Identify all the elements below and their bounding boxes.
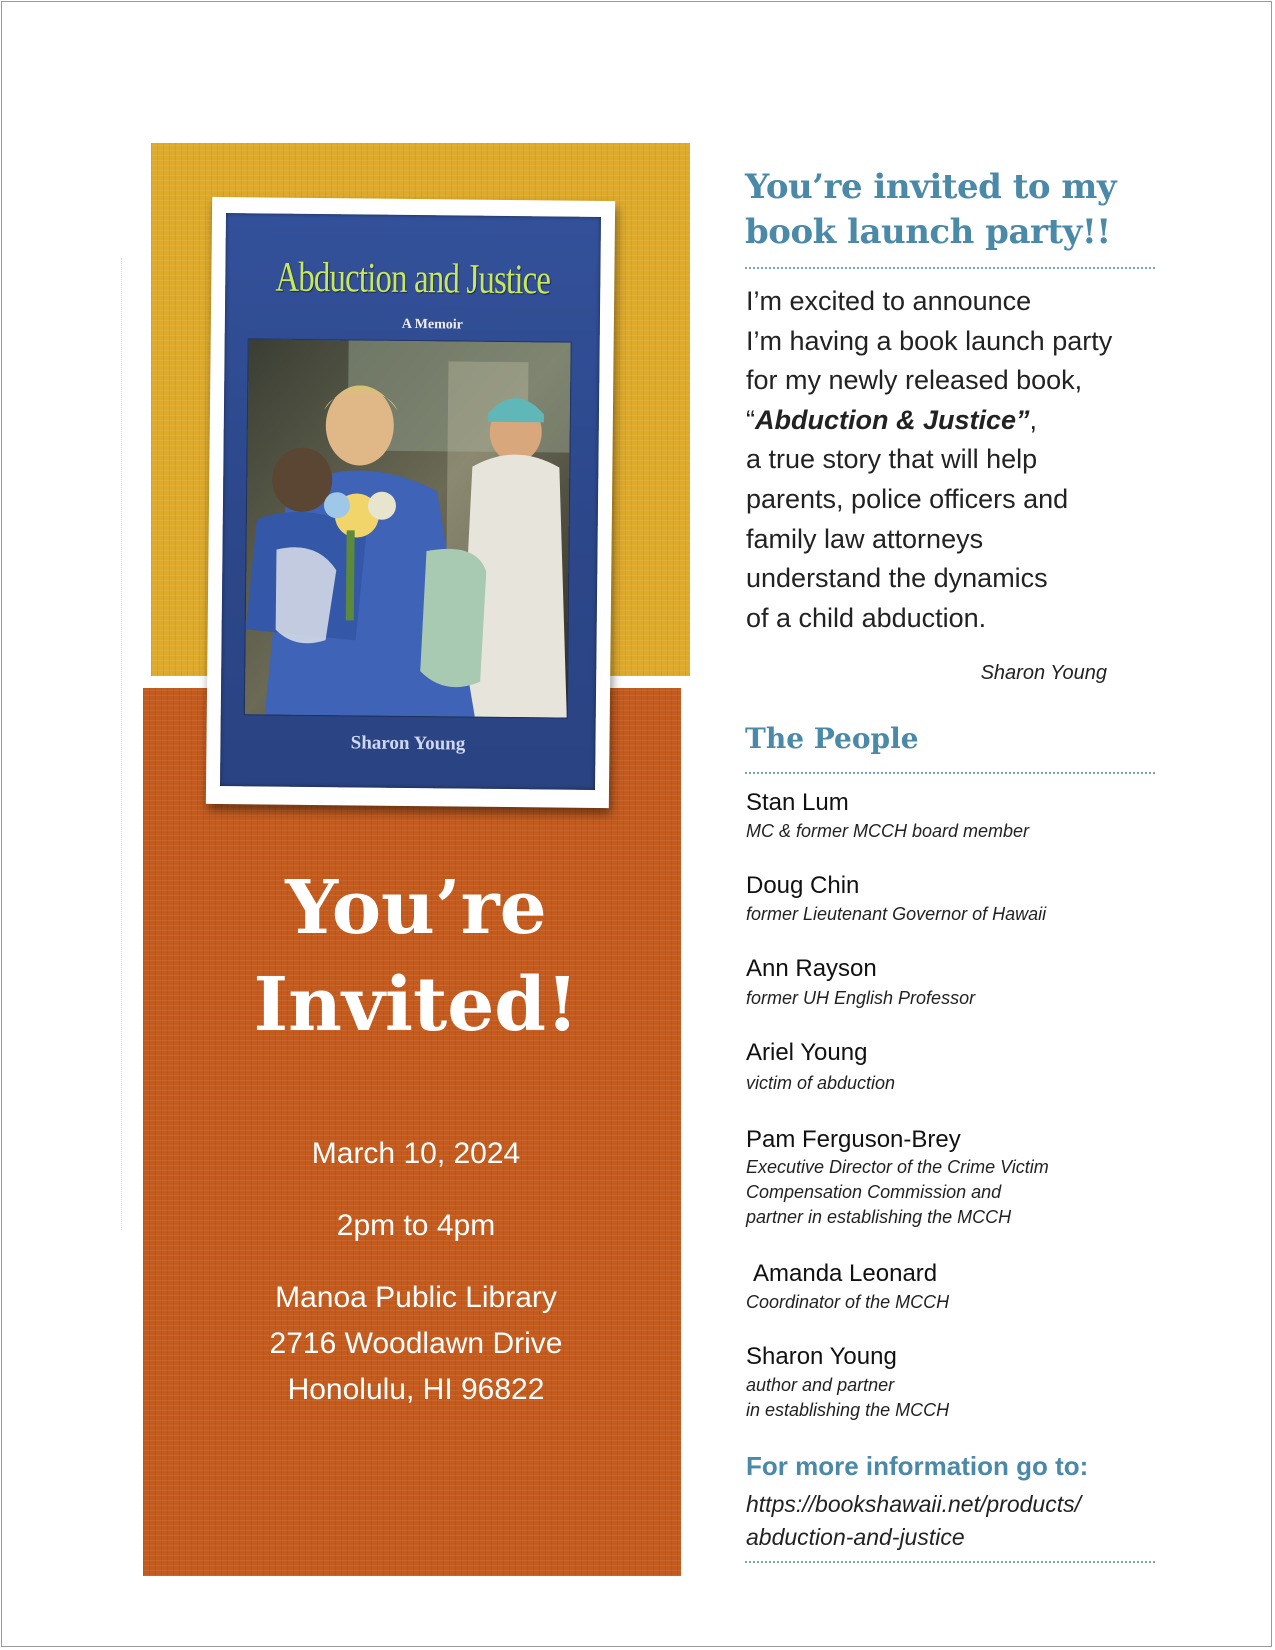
role-line: in establishing the MCCH (746, 1400, 950, 1420)
person-name: Amanda Leonard (753, 1260, 938, 1287)
book-cover-title: Abduction and Justice (275, 254, 551, 304)
intro-text (746, 282, 1166, 638)
person-name: Sharon Young (746, 1343, 897, 1370)
intro-line: a true story that will help (746, 444, 1038, 475)
book-cover (220, 213, 601, 790)
person-role: Coordinator of the MCCH (746, 1292, 950, 1312)
person-role: victim of abduction (746, 1073, 896, 1093)
intro-line: family law attorneys (746, 523, 984, 554)
youre-invited-heading: You’re Invited! (253, 865, 579, 1048)
person-name: Stan Lum (746, 789, 849, 816)
event-time: 2pm to 4pm (336, 1209, 496, 1242)
intro-line: understand the dynamics (746, 563, 1048, 594)
role-line: author and partner (746, 1375, 895, 1395)
book-cover-author: Sharon Young (350, 732, 466, 755)
role-line: Compensation Commission and (746, 1182, 1002, 1202)
book-cover-photo-frame (206, 197, 615, 808)
more-info-link[interactable] (746, 1488, 1166, 1554)
person-name: Ann Rayson (746, 955, 877, 982)
event-venue (151, 1275, 681, 1413)
person-name: Ariel Young (746, 1039, 868, 1066)
role-line: Executive Director of the Crime Victim (746, 1157, 1049, 1177)
person-name: Doug Chin (746, 872, 860, 899)
person-role (746, 1155, 1049, 1230)
book-cover-subtitle: A Memoir (401, 316, 463, 333)
venue-city: Honolulu, HI 96822 (287, 1373, 545, 1406)
signature: Sharon Young (980, 662, 1107, 684)
event-date: March 10, 2024 (311, 1137, 521, 1170)
role-line: partner in establishing the MCCH (746, 1207, 1012, 1227)
guide-line (121, 258, 122, 1230)
intro-line: I’m having a book launch party (746, 325, 1113, 356)
quote-tail: , (1029, 404, 1038, 435)
person-role: former Lieutenant Governor of Hawaii (746, 904, 1047, 924)
book-cover-photo (245, 339, 571, 717)
intro-line: I’m excited to announce (746, 286, 1032, 316)
book-name: Abduction & Justice” (755, 404, 1030, 435)
person-name: Pam Ferguson-Brey (746, 1126, 961, 1153)
people-heading: The People (745, 722, 919, 755)
venue-street: 2716 Woodlawn Drive (269, 1327, 563, 1360)
person-role: former UH English Professor (746, 988, 976, 1008)
link-line[interactable]: abduction-and-justice (746, 1524, 965, 1550)
quote-open: “ (746, 404, 755, 435)
link-line[interactable]: https://bookshawaii.net/products/ (746, 1491, 1081, 1517)
divider (745, 772, 1155, 774)
divider (745, 1561, 1155, 1563)
venue-name: Manoa Public Library (275, 1281, 557, 1314)
divider (745, 267, 1155, 269)
person-role (746, 1373, 949, 1423)
launch-party-heading: You’re invited to my book launch party!! (745, 167, 1117, 252)
intro-line: of a child abduction. (746, 602, 987, 633)
intro-book-line (746, 401, 1166, 441)
orange-panel (143, 688, 681, 1576)
more-info-heading: For more information go to: (746, 1451, 1089, 1481)
person-role: MC & former MCCH board member (746, 821, 1030, 841)
intro-line: parents, police officers and (746, 483, 1069, 514)
intro-line: for my newly released book, (746, 365, 1083, 396)
